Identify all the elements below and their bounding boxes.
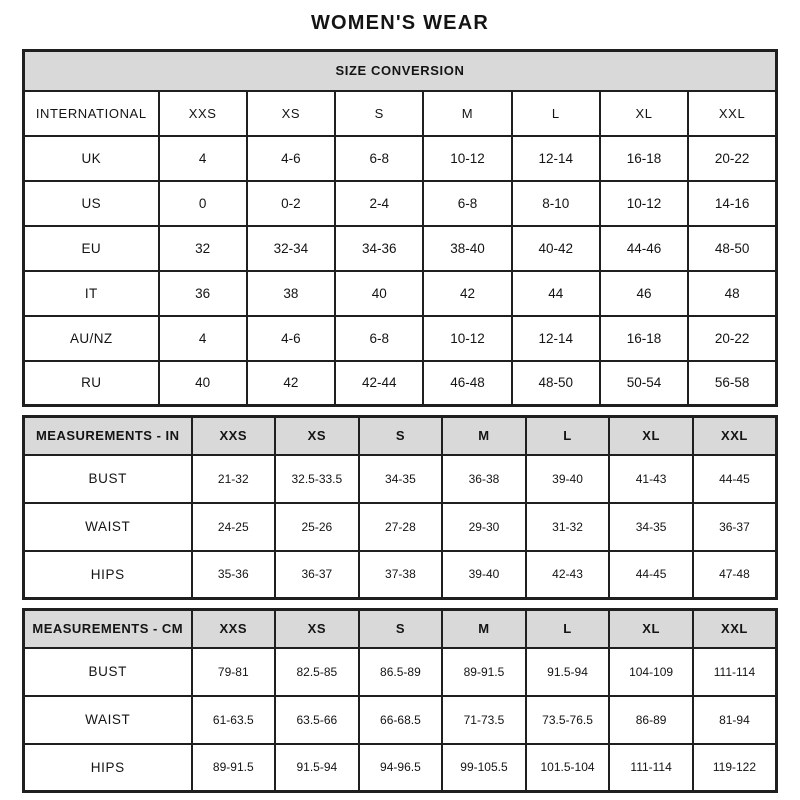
- value-cell: 29-30: [442, 503, 526, 551]
- value-cell: 4-6: [247, 316, 335, 361]
- table-row: [24, 271, 777, 316]
- value-cell: 44-45: [693, 455, 777, 503]
- size-column-header: XL: [609, 417, 693, 455]
- table-header-row: [24, 91, 777, 136]
- size-column-header: XS: [275, 417, 359, 455]
- size-column-header: XS: [275, 610, 359, 648]
- value-cell: 47-48: [693, 551, 777, 599]
- table-row: [24, 181, 777, 226]
- value-cell: 0: [159, 181, 247, 226]
- row-label: WAIST: [24, 503, 192, 551]
- size-column-header: XXS: [192, 610, 276, 648]
- value-cell: 34-36: [335, 226, 423, 271]
- table-row: [24, 503, 777, 551]
- table-row: [24, 455, 777, 503]
- value-cell: 4: [159, 136, 247, 181]
- table-caption: SIZE CONVERSION: [24, 51, 777, 91]
- value-cell: 12-14: [512, 316, 600, 361]
- value-cell: 42: [247, 361, 335, 406]
- value-cell: 89-91.5: [442, 648, 526, 696]
- table-row: [24, 744, 777, 792]
- value-cell: 41-43: [609, 455, 693, 503]
- value-cell: 38-40: [423, 226, 511, 271]
- value-cell: 40: [335, 271, 423, 316]
- row-label: IT: [24, 271, 159, 316]
- value-cell: 34-35: [359, 455, 443, 503]
- value-cell: 42-43: [526, 551, 610, 599]
- value-cell: 48-50: [512, 361, 600, 406]
- row-label: HIPS: [24, 551, 192, 599]
- value-cell: 104-109: [609, 648, 693, 696]
- header-label-cell: INTERNATIONAL: [24, 91, 159, 136]
- table-row: [24, 551, 777, 599]
- value-cell: 6-8: [423, 181, 511, 226]
- table-row: [24, 696, 777, 744]
- value-cell: 81-94: [693, 696, 777, 744]
- value-cell: 48: [688, 271, 776, 316]
- size-column-header: XXS: [159, 91, 247, 136]
- value-cell: 101.5-104: [526, 744, 610, 792]
- value-cell: 31-32: [526, 503, 610, 551]
- value-cell: 79-81: [192, 648, 276, 696]
- value-cell: 25-26: [275, 503, 359, 551]
- value-cell: 91.5-94: [526, 648, 610, 696]
- value-cell: 46-48: [423, 361, 511, 406]
- value-cell: 48-50: [688, 226, 776, 271]
- value-cell: 50-54: [600, 361, 688, 406]
- row-label: WAIST: [24, 696, 192, 744]
- table-row: [24, 361, 777, 406]
- page-title: WOMEN'S WEAR: [310, 12, 490, 34]
- value-cell: 91.5-94: [275, 744, 359, 792]
- measurements-in-table: [22, 415, 778, 600]
- value-cell: 66-68.5: [359, 696, 443, 744]
- size-column-header: S: [359, 417, 443, 455]
- value-cell: 10-12: [423, 136, 511, 181]
- value-cell: 82.5-85: [275, 648, 359, 696]
- size-column-header: M: [442, 417, 526, 455]
- size-column-header: L: [512, 91, 600, 136]
- value-cell: 16-18: [600, 316, 688, 361]
- value-cell: 0-2: [247, 181, 335, 226]
- value-cell: 34-35: [609, 503, 693, 551]
- value-cell: 111-114: [693, 648, 777, 696]
- header-label-cell: MEASUREMENTS - IN: [24, 417, 192, 455]
- value-cell: 89-91.5: [192, 744, 276, 792]
- value-cell: 39-40: [442, 551, 526, 599]
- value-cell: 2-4: [335, 181, 423, 226]
- measurements-cm-table: [22, 608, 778, 793]
- value-cell: 44: [512, 271, 600, 316]
- value-cell: 6-8: [335, 136, 423, 181]
- value-cell: 39-40: [526, 455, 610, 503]
- size-column-header: S: [335, 91, 423, 136]
- value-cell: 4-6: [247, 136, 335, 181]
- row-label: BUST: [24, 648, 192, 696]
- table-caption-row: [24, 51, 777, 91]
- size-column-header: XS: [247, 91, 335, 136]
- value-cell: 63.5-66: [275, 696, 359, 744]
- row-label: US: [24, 181, 159, 226]
- value-cell: 24-25: [192, 503, 276, 551]
- value-cell: 10-12: [423, 316, 511, 361]
- value-cell: 10-12: [600, 181, 688, 226]
- value-cell: 12-14: [512, 136, 600, 181]
- size-column-header: XXL: [688, 91, 776, 136]
- value-cell: 20-22: [688, 136, 776, 181]
- value-cell: 27-28: [359, 503, 443, 551]
- value-cell: 99-105.5: [442, 744, 526, 792]
- size-column-header: M: [442, 610, 526, 648]
- row-label: UK: [24, 136, 159, 181]
- value-cell: 36-37: [693, 503, 777, 551]
- row-label: AU/NZ: [24, 316, 159, 361]
- value-cell: 94-96.5: [359, 744, 443, 792]
- size-column-header: M: [423, 91, 511, 136]
- table-header-row: [24, 417, 777, 455]
- size-column-header: XXL: [693, 610, 777, 648]
- size-column-header: L: [526, 417, 610, 455]
- value-cell: 61-63.5: [192, 696, 276, 744]
- value-cell: 40-42: [512, 226, 600, 271]
- value-cell: 44-45: [609, 551, 693, 599]
- value-cell: 44-46: [600, 226, 688, 271]
- value-cell: 37-38: [359, 551, 443, 599]
- value-cell: 16-18: [600, 136, 688, 181]
- value-cell: 21-32: [192, 455, 276, 503]
- value-cell: 20-22: [688, 316, 776, 361]
- value-cell: 6-8: [335, 316, 423, 361]
- table-row: [24, 316, 777, 361]
- size-column-header: XXL: [693, 417, 777, 455]
- row-label: EU: [24, 226, 159, 271]
- value-cell: 73.5-76.5: [526, 696, 610, 744]
- value-cell: 32: [159, 226, 247, 271]
- table-row: [24, 648, 777, 696]
- value-cell: 71-73.5: [442, 696, 526, 744]
- value-cell: 42: [423, 271, 511, 316]
- value-cell: 40: [159, 361, 247, 406]
- row-label: HIPS: [24, 744, 192, 792]
- value-cell: 32.5-33.5: [275, 455, 359, 503]
- size-column-header: XXS: [192, 417, 276, 455]
- header-label-cell: MEASUREMENTS - CM: [24, 610, 192, 648]
- value-cell: 32-34: [247, 226, 335, 271]
- value-cell: 35-36: [192, 551, 276, 599]
- size-column-header: S: [359, 610, 443, 648]
- table-row: [24, 136, 777, 181]
- value-cell: 14-16: [688, 181, 776, 226]
- size-column-header: XL: [600, 91, 688, 136]
- table-row: [24, 226, 777, 271]
- value-cell: 36-37: [275, 551, 359, 599]
- table-header-row: [24, 610, 777, 648]
- value-cell: 56-58: [688, 361, 776, 406]
- size-column-header: L: [526, 610, 610, 648]
- value-cell: 86-89: [609, 696, 693, 744]
- value-cell: 36-38: [442, 455, 526, 503]
- row-label: RU: [24, 361, 159, 406]
- size-column-header: XL: [609, 610, 693, 648]
- value-cell: 38: [247, 271, 335, 316]
- value-cell: 36: [159, 271, 247, 316]
- value-cell: 42-44: [335, 361, 423, 406]
- value-cell: 8-10: [512, 181, 600, 226]
- size-conversion-table: [22, 49, 778, 407]
- value-cell: 46: [600, 271, 688, 316]
- value-cell: 111-114: [609, 744, 693, 792]
- row-label: BUST: [24, 455, 192, 503]
- value-cell: 86.5-89: [359, 648, 443, 696]
- value-cell: 119-122: [693, 744, 777, 792]
- value-cell: 4: [159, 316, 247, 361]
